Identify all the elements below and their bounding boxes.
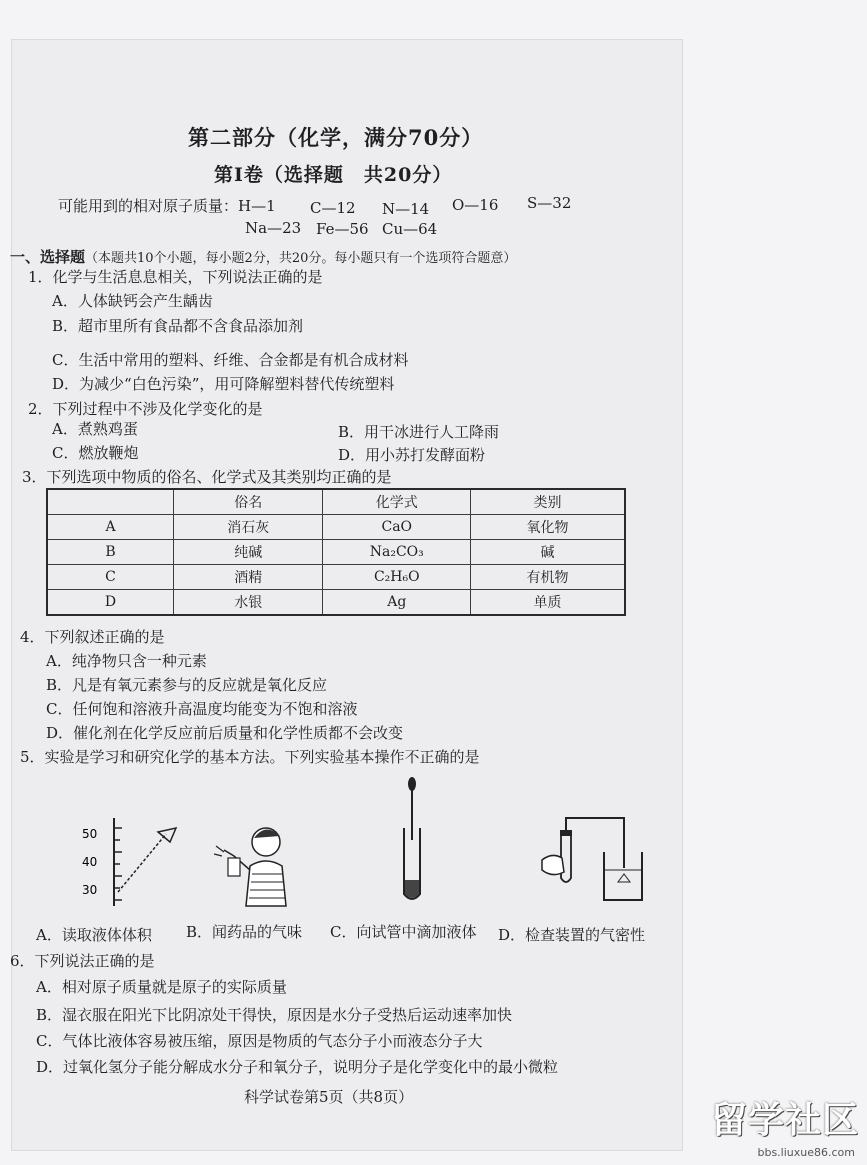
q2-option-c: C．燃放鞭炮 — [52, 444, 139, 462]
table-row — [47, 515, 625, 540]
q4-option-d: D．催化剂在化学反应前后质量和化学性质都不会改变 — [46, 724, 404, 742]
sight-line — [118, 834, 166, 892]
volume-title: 第Ⅰ卷（选择题 共20分） — [214, 164, 453, 186]
atomic-mass-na: Na—23 — [245, 219, 302, 237]
substance-table — [46, 488, 626, 616]
q3-stem: 3．下列选项中物质的俗名、化学式及其类别均正确的是 — [22, 468, 392, 486]
person-body-icon — [246, 861, 286, 906]
q5-caption-d: D．检查装置的气密性 — [498, 926, 646, 944]
common-name: 纯碱 — [174, 540, 323, 565]
table-row — [47, 540, 625, 565]
site-watermark-url: bbs.liuxue86.com — [757, 1146, 855, 1159]
common-name: 消石灰 — [174, 515, 323, 540]
q5-caption-b: B．闻药品的气味 — [186, 923, 303, 941]
q4-option-a: A．纯净物只含一种元素 — [46, 652, 207, 670]
smelling-figure — [210, 818, 300, 908]
table-header-cell — [47, 489, 174, 515]
site-watermark-logo: 留学社区 — [710, 1100, 859, 1141]
section-instructions: （本题共10个小题，每小题2分，共20分。每小题只有一个选项符合题意） — [85, 251, 517, 266]
common-name: 酒精 — [174, 565, 323, 590]
q2-option-d: D．用小苏打发酵面粉 — [338, 446, 486, 464]
q5-caption-c: C．向试管中滴加液体 — [330, 923, 477, 941]
bottle-icon — [228, 858, 240, 876]
test-tube-liquid — [405, 880, 419, 898]
atomic-mass-c: C—12 — [310, 199, 356, 217]
q1-option-d: D．为减少“白色污染”，用可降解塑料替代传统塑料 — [52, 375, 395, 393]
atomic-mass-fe: Fe—56 — [316, 220, 369, 238]
q6-option-b: B．湿衣服在阳光下比阴凉处干得快，原因是水分子受热后运动速率加快 — [36, 1006, 513, 1024]
atomic-mass-o: O—16 — [452, 196, 499, 214]
category: 有机物 — [471, 565, 625, 590]
q2-stem: 2．下列过程中不涉及化学变化的是 — [28, 400, 263, 418]
scale-label-30: 30 — [82, 883, 98, 897]
cylinder-reading-figure — [78, 808, 188, 908]
q1-stem: 1．化学与生活息息相关，下列说法正确的是 — [28, 268, 323, 286]
row-label: A — [47, 515, 174, 540]
atomic-mass-label: 可能用到的相对原子质量： — [58, 197, 239, 215]
q6-option-a: A．相对原子质量就是原子的实际质量 — [36, 978, 287, 996]
dropper-bulb-icon — [408, 777, 416, 791]
dropper-figure — [392, 776, 432, 906]
atomic-mass-h: H—1 — [238, 197, 276, 215]
stopper-icon — [560, 830, 572, 836]
common-name: 水银 — [174, 590, 323, 616]
category: 单质 — [471, 590, 625, 616]
q5-stem: 5．实验是学习和研究化学的基本方法。下列实验基本操作不正确的是 — [20, 748, 480, 766]
row-label: D — [47, 590, 174, 616]
row-label: B — [47, 540, 174, 565]
q1-option-a: A．人体缺钙会产生龋齿 — [52, 292, 213, 310]
q6-option-d: D．过氧化氢分子能分解成水分子和氧分子，说明分子是化学变化中的最小微粒 — [36, 1058, 559, 1076]
table-header-row — [47, 489, 625, 515]
table-row — [47, 590, 625, 616]
chemical-formula: C₂H₆O — [323, 565, 471, 590]
chemical-formula: CaO — [323, 515, 471, 540]
atomic-mass-n: N—14 — [382, 200, 430, 218]
table-header-cell: 化学式 — [323, 489, 471, 515]
q5-caption-a: A．读取液体体积 — [36, 926, 152, 944]
hand-icon — [542, 855, 564, 874]
table-header-cell: 类别 — [471, 489, 625, 515]
bubble-icon — [618, 874, 630, 882]
atomic-mass-s: S—32 — [527, 194, 572, 212]
part-title: 第二部分（化学，满分70分） — [188, 125, 484, 150]
atomic-mass-cu: Cu—64 — [382, 220, 438, 238]
glass-tube — [566, 818, 624, 868]
category: 碱 — [471, 540, 625, 565]
q1-option-c: C．生活中常用的塑料、纤维、合金都是有机合成材料 — [52, 351, 409, 369]
section-heading: 一、选择题 — [10, 248, 86, 266]
scale-label-50: 50 — [82, 827, 98, 841]
q2-option-a: A．煮熟鸡蛋 — [52, 420, 138, 438]
table-row — [47, 565, 625, 590]
q4-option-c: C．任何饱和溶液升高温度均能变为不饱和溶液 — [46, 700, 358, 718]
chemical-formula: Ag — [323, 590, 471, 616]
scale-ticks — [114, 828, 122, 900]
q6-stem: 6．下列说法正确的是 — [10, 952, 155, 970]
table-header-cell: 俗名 — [174, 489, 323, 515]
wafting-hand-icon — [214, 846, 224, 856]
category: 氧化物 — [471, 515, 625, 540]
q6-option-c: C．气体比液体容易被压缩，原因是物质的气态分子小而液态分子大 — [36, 1032, 483, 1050]
q1-option-b: B．超市里所有食品都不含食品添加剂 — [52, 317, 304, 335]
scale-label-40: 40 — [82, 855, 98, 869]
chemical-formula: Na₂CO₃ — [323, 540, 471, 565]
page-footer: 科学试卷第5页（共8页） — [244, 1088, 414, 1106]
section-heading-row — [10, 246, 516, 267]
airtightness-figure — [536, 808, 646, 908]
q4-option-b: B．凡是有氧元素参与的反应就是氧化反应 — [46, 676, 328, 694]
q2-option-b: B．用干冰进行人工降雨 — [338, 423, 500, 441]
row-label: C — [47, 565, 174, 590]
q4-stem: 4．下列叙述正确的是 — [20, 628, 165, 646]
